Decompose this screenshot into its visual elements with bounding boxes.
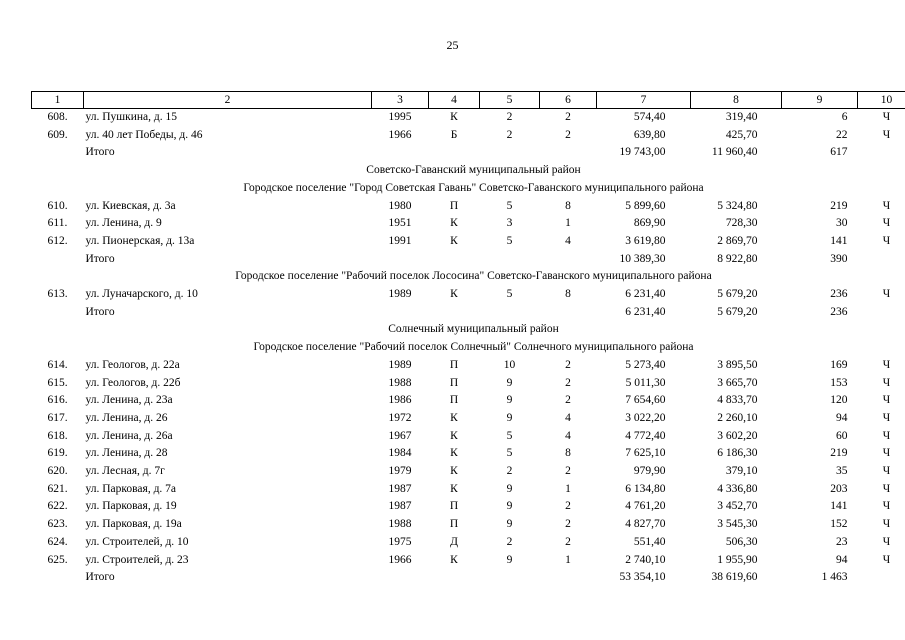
entrances-cell: 2 (565, 518, 571, 531)
table-row (32, 109, 905, 127)
area-cell: 4 772,40 (625, 429, 666, 442)
residents-cell: 94 (836, 411, 848, 424)
entrances-cell: 4 (565, 234, 571, 247)
year-cell: 1972 (388, 411, 412, 424)
address-cell: ул. Ленина, д. 23а (85, 394, 173, 407)
section-header-row (32, 268, 905, 286)
section-heading: Городское поселение "Рабочий поселок Солнечный" Солнечного муниципального района (253, 341, 694, 354)
floors-cell: 9 (506, 411, 513, 424)
total-row (32, 251, 905, 269)
entrances-cell: 1 (565, 217, 571, 230)
total-area: 6 231,40 (625, 305, 666, 318)
status-cell: Ч (882, 128, 891, 141)
year-cell: 1989 (388, 358, 412, 371)
floors-cell: 9 (506, 394, 513, 407)
year-cell: 1995 (388, 111, 412, 123)
residents-cell: 141 (830, 234, 848, 247)
area2-cell: 728,30 (725, 217, 758, 230)
section-heading: Советско-Гаванский муниципальный район (366, 164, 581, 177)
floors-cell: 3 (506, 217, 513, 230)
year-cell: 1967 (388, 429, 412, 442)
material-cell: К (450, 288, 458, 301)
row-number: 623. (47, 518, 68, 531)
address-cell: ул. Пионерская, д. 13а (85, 234, 195, 247)
year-cell: 1984 (388, 447, 412, 460)
table-row (32, 392, 905, 410)
address-cell: ул. Ленина, д. 28 (85, 447, 168, 460)
area2-cell: 506,30 (725, 535, 758, 548)
column-header: 4 (429, 92, 480, 109)
material-cell: Д (450, 535, 458, 548)
empty-cell (480, 251, 540, 269)
empty-cell (372, 251, 429, 269)
entrances-cell: 1 (565, 482, 571, 495)
status-cell: Ч (882, 535, 891, 548)
material-cell: К (450, 482, 458, 495)
floors-cell: 9 (506, 518, 513, 531)
table-row (32, 498, 905, 516)
year-cell: 1991 (388, 234, 412, 247)
column-header: 2 (84, 92, 372, 109)
floors-cell: 2 (506, 535, 513, 548)
address-cell: ул. Лесная, д. 7г (85, 465, 165, 478)
empty-cell (540, 304, 597, 322)
year-cell: 1979 (388, 465, 412, 478)
floors-cell: 5 (506, 234, 513, 247)
entrances-cell: 4 (565, 411, 571, 424)
material-cell: П (449, 199, 459, 212)
year-cell: 1988 (388, 376, 412, 389)
area2-cell: 4 833,70 (717, 394, 758, 407)
area2-cell: 319,40 (725, 111, 758, 123)
empty-cell (32, 304, 84, 322)
status-cell: Ч (882, 376, 891, 389)
area-cell: 979,90 (633, 465, 666, 478)
area-cell: 3 022,20 (625, 411, 666, 424)
empty-cell (858, 144, 905, 162)
area2-cell: 3 665,70 (717, 376, 758, 389)
material-cell: П (449, 376, 459, 389)
status-cell: Ч (882, 447, 891, 460)
material-cell: П (449, 500, 459, 513)
residents-cell: 203 (830, 482, 848, 495)
residents-cell: 219 (830, 199, 848, 212)
status-cell: Ч (882, 111, 891, 123)
year-cell: 1966 (388, 553, 412, 566)
address-cell: ул. Киевская, д. 3а (85, 199, 176, 212)
address-cell: ул. Парковая, д. 19а (85, 518, 182, 531)
floors-cell: 2 (506, 111, 513, 123)
table-row (32, 552, 905, 570)
residents-cell: 23 (836, 535, 848, 548)
material-cell: К (450, 111, 458, 123)
area-cell: 2 740,10 (625, 553, 666, 566)
entrances-cell: 8 (565, 199, 571, 212)
row-number: 615. (47, 376, 68, 389)
total-residents: 617 (830, 146, 848, 159)
column-header: 6 (540, 92, 597, 109)
area-cell: 551,40 (633, 535, 666, 548)
total-area: 10 389,30 (619, 252, 666, 265)
table-row (32, 463, 905, 481)
status-cell: Ч (882, 288, 891, 301)
total-row (32, 304, 905, 322)
year-cell: 1989 (388, 288, 412, 301)
area2-cell: 1 955,90 (717, 553, 758, 566)
status-cell: Ч (882, 518, 891, 531)
table-row (32, 198, 905, 216)
address-cell: ул. Строителей, д. 10 (85, 535, 189, 548)
area2-cell: 2 869,70 (717, 234, 758, 247)
table-row (32, 428, 905, 446)
residents-cell: 153 (830, 376, 848, 389)
address-cell: ул. Геологов, д. 22б (85, 376, 181, 389)
floors-cell: 9 (506, 553, 513, 566)
column-header: 5 (480, 92, 540, 109)
total-label: Итого (85, 305, 115, 318)
address-cell: ул. Луначарского, д. 10 (85, 288, 198, 301)
area2-cell: 5 679,20 (717, 288, 758, 301)
entrances-cell: 2 (565, 394, 571, 407)
floors-cell: 5 (506, 447, 513, 460)
total-area2: 8 922,80 (717, 252, 758, 265)
year-cell: 1987 (388, 500, 412, 513)
area-cell: 574,40 (633, 111, 666, 123)
address-cell: ул. Парковая, д. 7а (85, 482, 177, 495)
area2-cell: 2 260,10 (717, 411, 758, 424)
column-header: 3 (372, 92, 429, 109)
residents-cell: 169 (830, 358, 848, 371)
row-number: 618. (47, 429, 68, 442)
address-cell: ул. Ленина, д. 26а (85, 429, 173, 442)
area2-cell: 6 186,30 (717, 447, 758, 460)
area-cell: 6 134,80 (625, 482, 666, 495)
entrances-cell: 2 (565, 376, 571, 389)
row-number: 610. (47, 199, 68, 212)
floors-cell: 5 (506, 429, 513, 442)
material-cell: К (450, 429, 458, 442)
material-cell: П (449, 394, 459, 407)
total-label: Итого (85, 146, 115, 159)
table-body (32, 109, 905, 587)
floors-cell: 9 (506, 500, 513, 513)
section-heading: Городское поселение "Город Советская Гавань" Советско-Гаванского муниципального района (243, 181, 704, 194)
row-number: 620. (47, 465, 68, 478)
column-header: 10 (858, 92, 905, 109)
entrances-cell: 2 (565, 535, 571, 548)
row-number: 619. (47, 447, 68, 460)
table-row (32, 215, 905, 233)
empty-cell (540, 569, 597, 587)
year-cell: 1987 (388, 482, 412, 495)
table-row (32, 516, 905, 534)
material-cell: П (449, 518, 459, 531)
residents-cell: 94 (836, 553, 848, 566)
floors-cell: 2 (506, 465, 513, 478)
area-cell: 6 231,40 (625, 288, 666, 301)
table-row (32, 357, 905, 375)
address-cell: ул. 40 лет Победы, д. 46 (85, 128, 203, 141)
table-row (32, 375, 905, 393)
address-cell: ул. Геологов, д. 22а (85, 358, 180, 371)
address-cell: ул. Пушкина, д. 15 (85, 111, 177, 123)
total-area: 53 354,10 (619, 571, 666, 584)
empty-cell (372, 304, 429, 322)
floors-cell: 9 (506, 376, 513, 389)
entrances-cell: 8 (565, 288, 571, 301)
total-row (32, 569, 905, 587)
empty-cell (429, 304, 480, 322)
area2-cell: 4 336,80 (717, 482, 758, 495)
area2-cell: 425,70 (725, 128, 758, 141)
total-row (32, 144, 905, 162)
residents-cell: 6 (841, 111, 848, 123)
empty-cell (429, 569, 480, 587)
material-cell: Б (450, 128, 458, 141)
area2-cell: 5 324,80 (717, 199, 758, 212)
status-cell: Ч (882, 500, 891, 513)
year-cell: 1975 (388, 535, 412, 548)
status-cell: Ч (882, 394, 891, 407)
status-cell: Ч (882, 217, 891, 230)
year-cell: 1980 (388, 199, 412, 212)
empty-cell (372, 569, 429, 587)
table-row (32, 127, 905, 145)
total-residents: 236 (830, 305, 848, 318)
section-header-row (32, 321, 905, 339)
year-cell: 1951 (388, 217, 412, 230)
status-cell: Ч (882, 482, 891, 495)
total-area: 19 743,00 (619, 146, 666, 159)
address-cell: ул. Ленина, д. 9 (85, 217, 162, 230)
empty-cell (540, 251, 597, 269)
material-cell: П (449, 358, 459, 371)
area2-cell: 3 895,50 (717, 358, 758, 371)
floors-cell: 5 (506, 288, 513, 301)
table-row (32, 286, 905, 304)
residents-cell: 236 (830, 288, 848, 301)
total-area2: 11 960,40 (711, 146, 758, 159)
empty-cell (858, 304, 905, 322)
material-cell: К (450, 411, 458, 424)
year-cell: 1966 (388, 128, 412, 141)
status-cell: Ч (882, 553, 891, 566)
row-number: 622. (47, 500, 68, 513)
area-cell: 5 273,40 (625, 358, 666, 371)
status-cell: Ч (882, 358, 891, 371)
total-label: Итого (85, 571, 115, 584)
area2-cell: 3 602,20 (717, 429, 758, 442)
empty-cell (858, 251, 905, 269)
empty-cell (32, 251, 84, 269)
entrances-cell: 2 (565, 111, 571, 123)
housing-table (31, 91, 905, 587)
row-number: 616. (47, 394, 68, 407)
table-row (32, 481, 905, 499)
entrances-cell: 2 (565, 128, 571, 141)
area2-cell: 3 545,30 (717, 518, 758, 531)
area-cell: 7 654,60 (625, 394, 666, 407)
section-header-row (32, 180, 905, 198)
residents-cell: 35 (836, 465, 848, 478)
empty-cell (858, 569, 905, 587)
row-number: 608. (47, 111, 68, 123)
residents-cell: 30 (836, 217, 848, 230)
entrances-cell: 2 (565, 500, 571, 513)
status-cell: Ч (882, 429, 891, 442)
column-header: 8 (691, 92, 782, 109)
address-cell: ул. Строителей, д. 23 (85, 553, 189, 566)
total-area2: 5 679,20 (717, 305, 758, 318)
column-header-row (32, 92, 905, 109)
row-number: 611. (47, 217, 68, 230)
address-cell: ул. Парковая, д. 19 (85, 500, 177, 513)
row-number: 624. (47, 535, 68, 548)
residents-cell: 22 (836, 128, 848, 141)
year-cell: 1988 (388, 518, 412, 531)
row-number: 621. (47, 482, 68, 495)
area-cell: 5 011,30 (625, 376, 666, 389)
table-row (32, 410, 905, 428)
section-heading: Солнечный муниципальный район (388, 323, 559, 336)
area2-cell: 3 452,70 (717, 500, 758, 513)
table-row (32, 445, 905, 463)
area-cell: 4 761,20 (625, 500, 666, 513)
material-cell: К (450, 234, 458, 247)
floors-cell: 2 (506, 128, 513, 141)
floors-cell: 5 (506, 199, 513, 212)
area-cell: 4 827,70 (625, 518, 666, 531)
entrances-cell: 8 (565, 447, 571, 460)
area-cell: 869,90 (633, 217, 666, 230)
total-residents: 1 463 (821, 571, 848, 584)
empty-cell (480, 569, 540, 587)
row-number: 613. (47, 288, 68, 301)
empty-cell (429, 144, 480, 162)
material-cell: К (450, 217, 458, 230)
empty-cell (32, 569, 84, 587)
status-cell: Ч (882, 465, 891, 478)
material-cell: К (450, 465, 458, 478)
empty-cell (429, 251, 480, 269)
status-cell: Ч (882, 411, 891, 424)
total-area2: 38 619,60 (711, 571, 758, 584)
floors-cell: 10 (503, 358, 516, 371)
status-cell: Ч (882, 234, 891, 247)
area2-cell: 379,10 (725, 465, 758, 478)
row-number: 617. (47, 411, 68, 424)
year-cell: 1986 (388, 394, 412, 407)
area-cell: 5 899,60 (625, 199, 666, 212)
empty-cell (32, 144, 84, 162)
entrances-cell: 4 (565, 429, 571, 442)
page-number: 25 (446, 38, 459, 52)
residents-cell: 152 (830, 518, 848, 531)
area-cell: 3 619,80 (625, 234, 666, 247)
table-row (32, 233, 905, 251)
residents-cell: 60 (836, 429, 848, 442)
floors-cell: 9 (506, 482, 513, 495)
table-row (32, 534, 905, 552)
section-header-row (32, 162, 905, 180)
area-cell: 7 625,10 (625, 447, 666, 460)
column-header: 7 (597, 92, 691, 109)
residents-cell: 141 (830, 500, 848, 513)
row-number: 612. (47, 234, 68, 247)
empty-cell (540, 144, 597, 162)
status-cell: Ч (882, 199, 891, 212)
material-cell: К (450, 447, 458, 460)
entrances-cell: 1 (565, 553, 571, 566)
area-cell: 639,80 (633, 128, 666, 141)
residents-cell: 219 (830, 447, 848, 460)
section-heading: Городское поселение "Рабочий поселок Лососина" Советско-Гаванского муниципального района (235, 270, 712, 283)
address-cell: ул. Ленина, д. 26 (85, 411, 168, 424)
empty-cell (480, 304, 540, 322)
entrances-cell: 2 (565, 358, 571, 371)
material-cell: К (450, 553, 458, 566)
residents-cell: 120 (830, 394, 848, 407)
row-number: 625. (47, 553, 68, 566)
row-number: 609. (47, 128, 68, 141)
column-header: 9 (782, 92, 858, 109)
total-label: Итого (85, 252, 115, 265)
empty-cell (480, 144, 540, 162)
entrances-cell: 2 (565, 465, 571, 478)
section-header-row (32, 339, 905, 357)
row-number: 614. (47, 358, 68, 371)
total-residents: 390 (830, 252, 848, 265)
empty-cell (372, 144, 429, 162)
column-header: 1 (32, 92, 84, 109)
